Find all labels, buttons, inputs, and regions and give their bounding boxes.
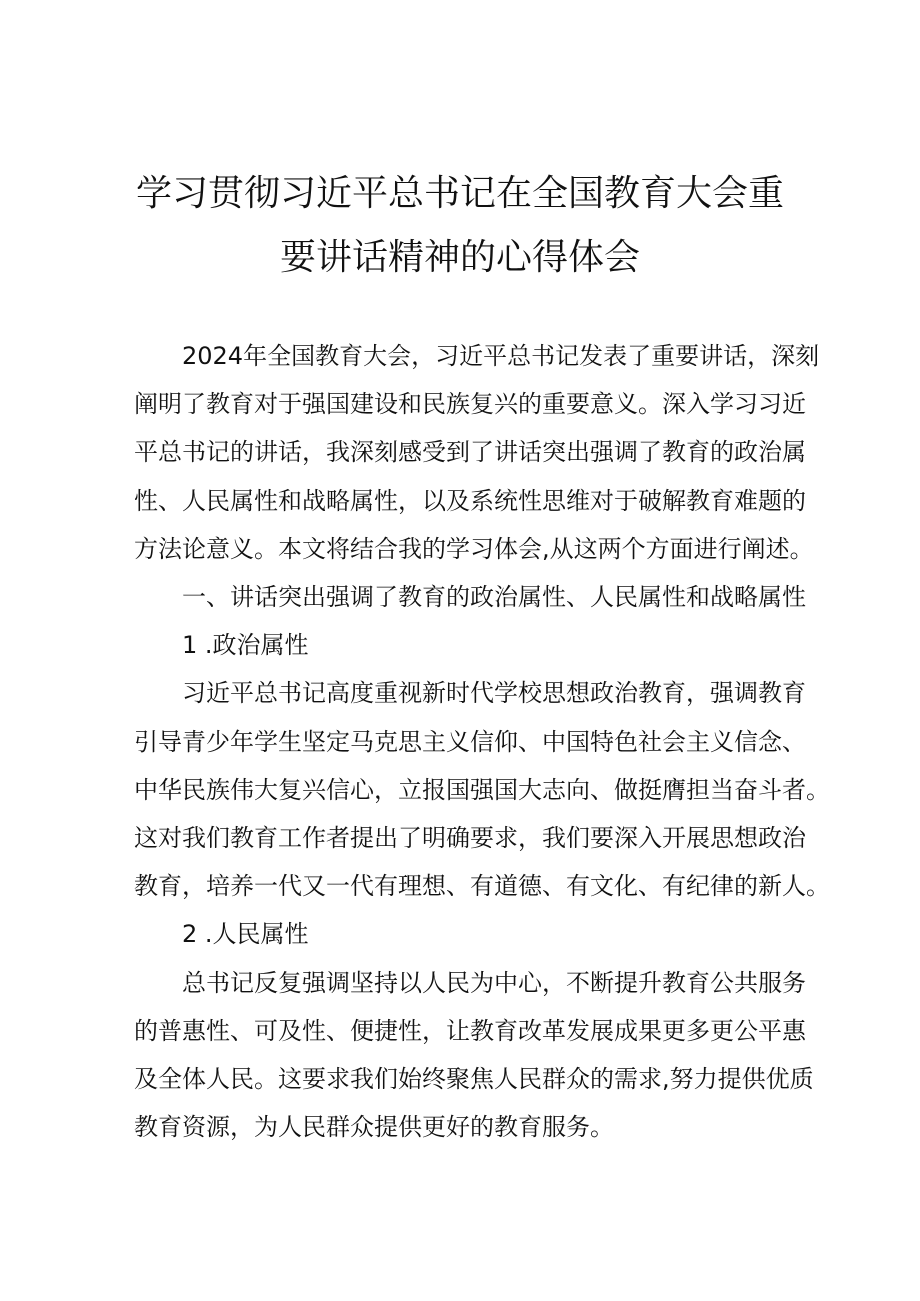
document-title-line-1: 学习贯彻习近平总书记在全国教育大会重 bbox=[135, 173, 784, 214]
body-line-10: 中华民族伟大复兴信心，立报国强国大志向、做挺膺担当奋斗者。 bbox=[134, 776, 830, 804]
body-line-12: 教育，培养一代又一代有理想、有道德、有文化、有纪律的新人。 bbox=[134, 872, 830, 900]
document-title-line-2: 要讲话精神的心得体会 bbox=[279, 237, 640, 278]
body-line-17: 教育资源，为人民群众提供更好的教育服务。 bbox=[134, 1113, 614, 1141]
body-line-8: 习近平总书记高度重视新时代学校思想政治教育，强调教育 bbox=[182, 679, 806, 707]
body-line-1: 2024年全国教育大会，习近平总书记发表了重要讲话，深刻 bbox=[182, 342, 820, 370]
body-line-14: 总书记反复强调坚持以人民为中心，不断提升教育公共服务 bbox=[182, 969, 806, 997]
body-line-4: 性、人民属性和战略属性，以及系统性思维对于破解教育难题的 bbox=[134, 487, 806, 515]
subheading-political: 1 .政治属性 bbox=[182, 631, 309, 659]
body-line-16: 及全体人民。这要求我们始终聚焦人民群众的需求,努力提供优质 bbox=[134, 1065, 814, 1093]
body-line-15: 的普惠性、可及性、便捷性，让教育改革发展成果更多更公平惠 bbox=[134, 1017, 806, 1045]
subheading-people: 2 .人民属性 bbox=[182, 920, 309, 948]
body-line-2: 阐明了教育对于强国建设和民族复兴的重要意义。深入学习习近 bbox=[134, 390, 806, 418]
body-line-5: 方法论意义。本文将结合我的学习体会,从这两个方面进行阐述。 bbox=[134, 535, 814, 563]
body-line-11: 这对我们教育工作者提出了明确要求，我们要深入开展思想政治 bbox=[134, 824, 806, 852]
section-heading-1: 一、讲话突出强调了教育的政治属性、人民属性和战略属性 bbox=[182, 583, 806, 611]
body-line-3: 平总书记的讲话，我深刻感受到了讲话突出强调了教育的政治属 bbox=[134, 438, 806, 466]
body-line-9: 引导青少年学生坚定马克思主义信仰、中国特色社会主义信念、 bbox=[134, 728, 806, 756]
